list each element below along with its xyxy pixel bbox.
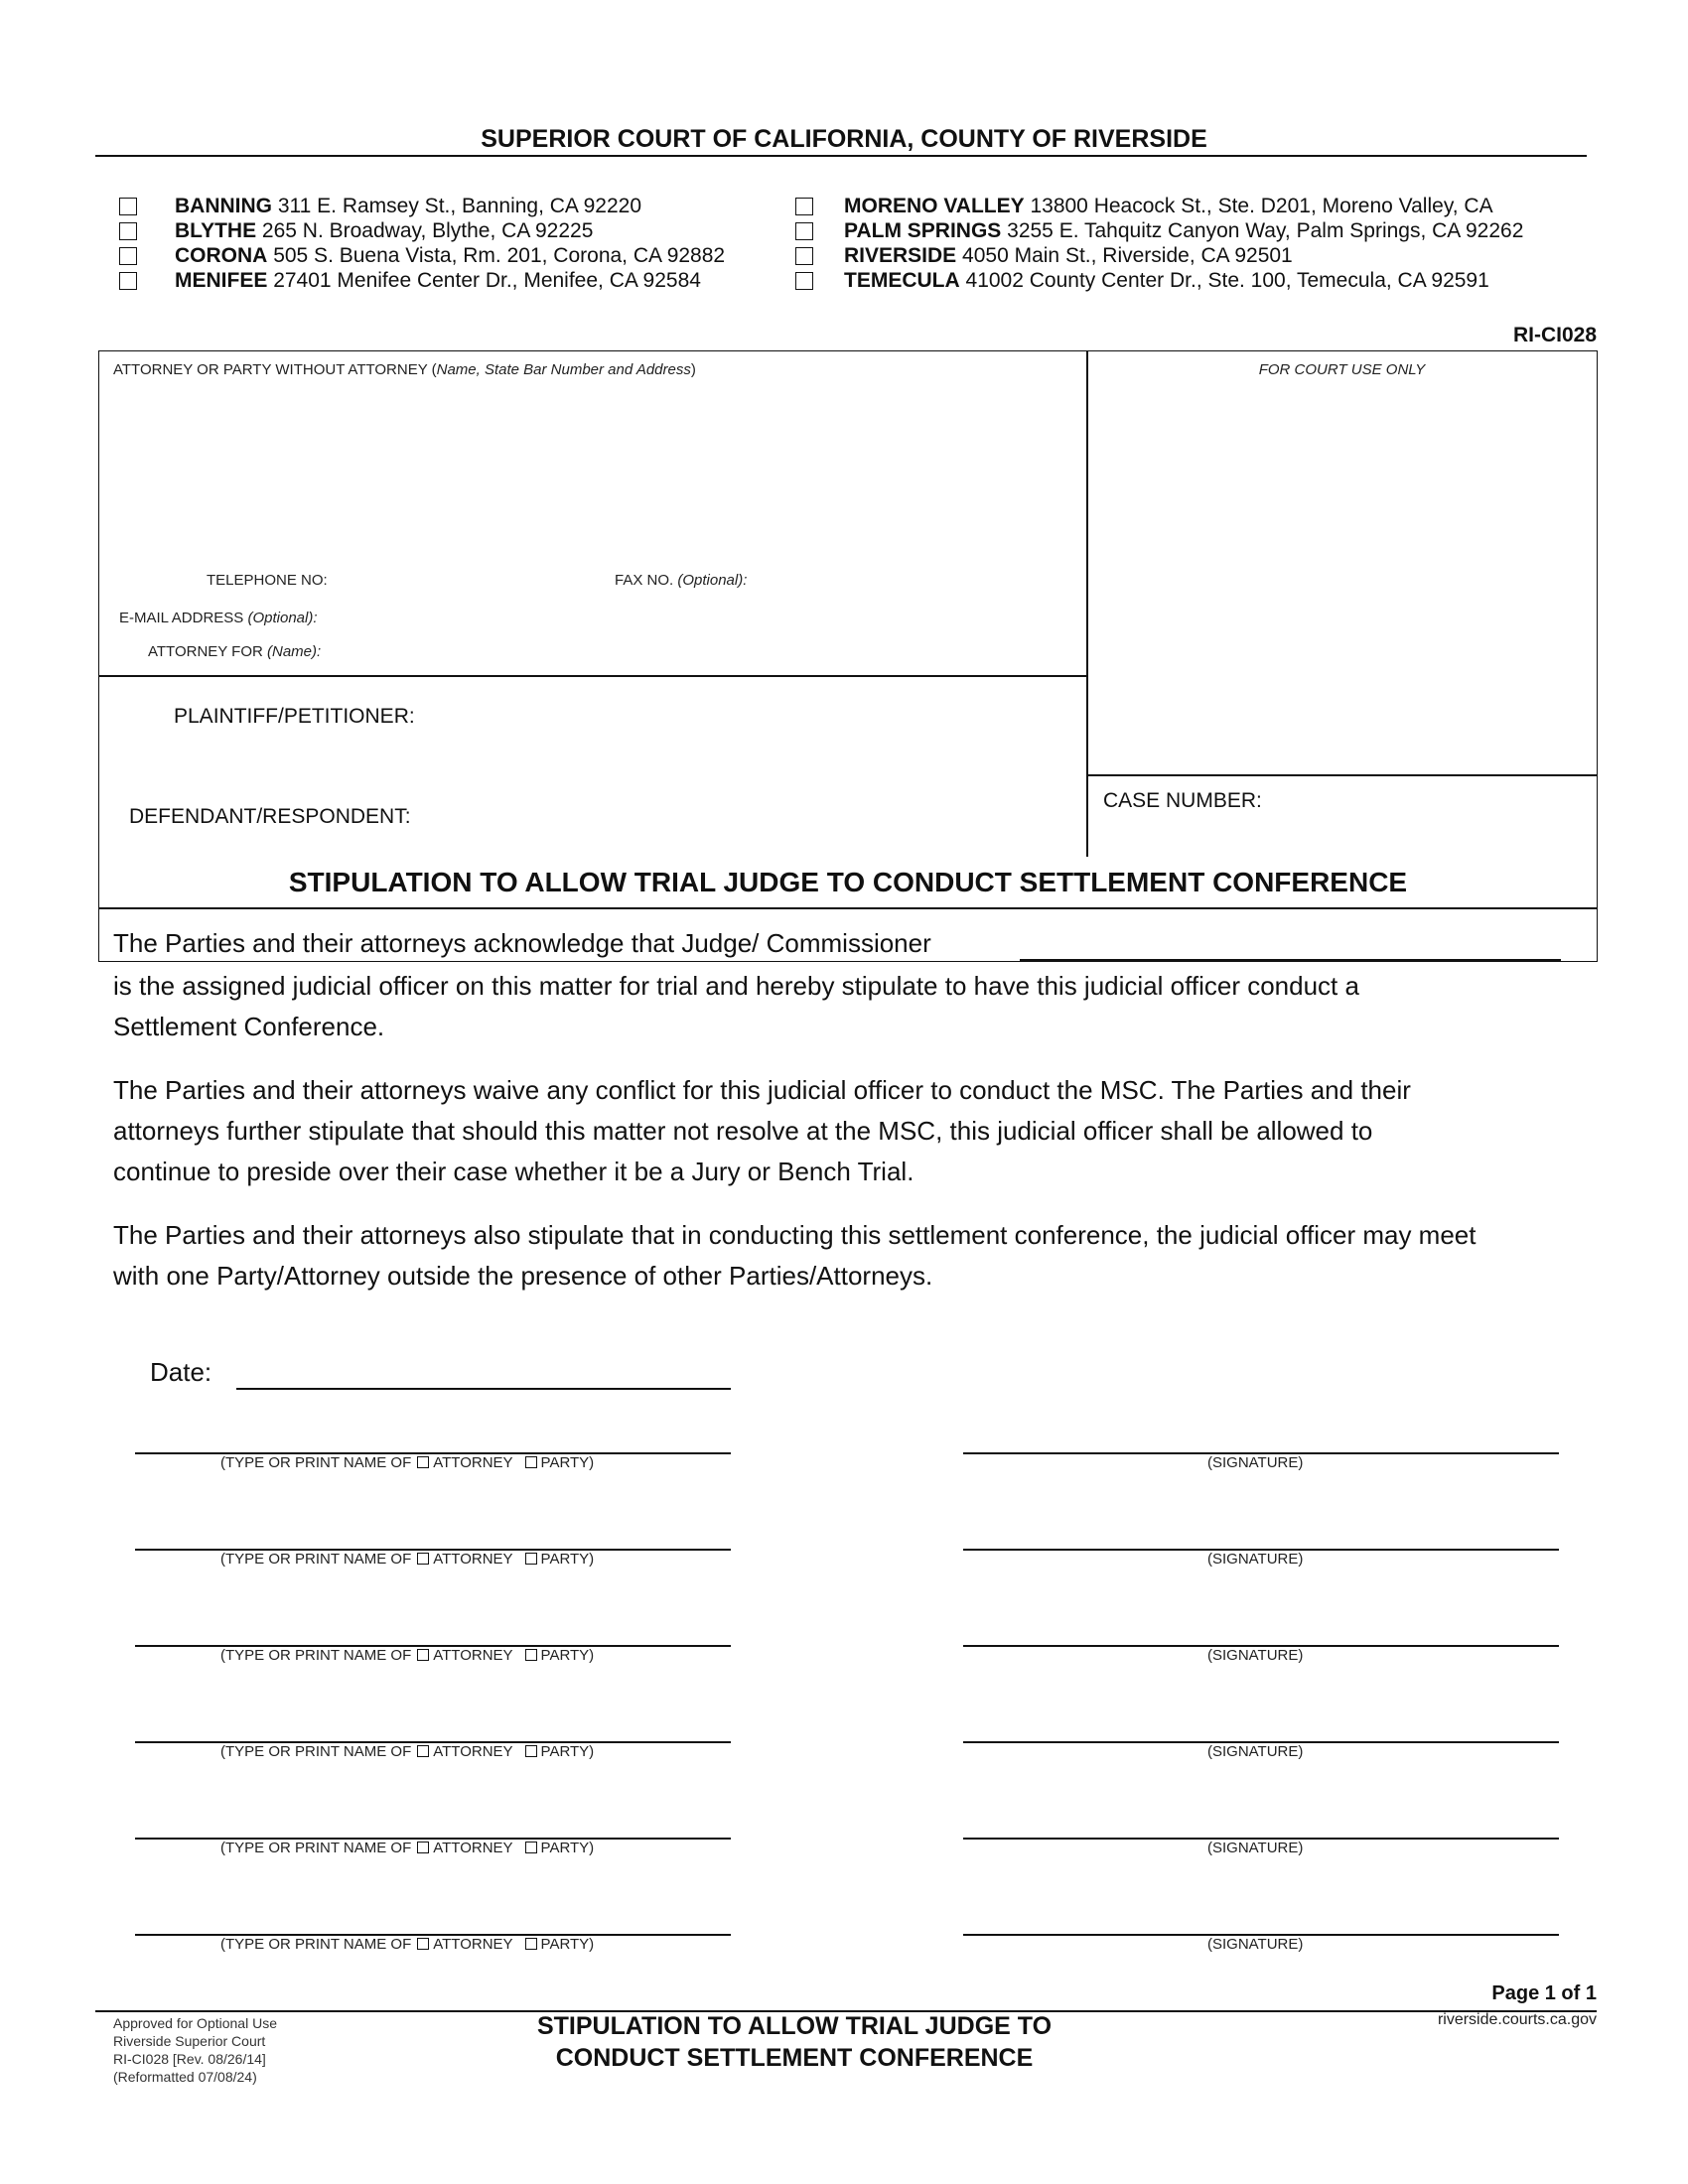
location-riverside: RIVERSIDE 4050 Main St., Riverside, CA 92501 (844, 244, 1293, 267)
paragraph-1-line-2: is the assigned judicial officer on this matter for trial and hereby stipulate to have this judicial officer conduct a (113, 971, 1359, 1001)
attorney-party-divider (98, 675, 1087, 677)
attorney-party-label: ATTORNEY OR PARTY WITHOUT ATTORNEY (Name, State Bar Number and Address) (113, 361, 696, 378)
attorney-checkbox[interactable] (417, 1938, 429, 1950)
location-menifee: MENIFEE 27401 Menifee Center Dr., Menifee, CA 92584 (175, 269, 701, 292)
name-caption: (TYPE OR PRINT NAME OF ATTORNEY PARTY) (220, 1551, 595, 1568)
location-banning: BANNING 311 E. Ramsey St., Banning, CA 92220 (175, 195, 642, 217)
checkbox-riverside[interactable] (795, 247, 813, 265)
attorney-checkbox[interactable] (417, 1553, 429, 1565)
judge-commissioner-line[interactable] (1020, 959, 1561, 961)
location-temecula: TEMECULA 41002 County Center Dr., Ste. 100, Temecula, CA 92591 (844, 269, 1489, 292)
paragraph-3-line-2: with one Party/Attorney outside the presence of other Parties/Attorneys. (113, 1261, 933, 1291)
paragraph-2-line-1: The Parties and their attorneys waive any conflict for this judicial officer to conduct the MSC. The Parties and their (113, 1075, 1411, 1105)
checkbox-corona[interactable] (119, 247, 137, 265)
signature-caption: (SIGNATURE) (1207, 1647, 1304, 1664)
paragraph-2-line-3: continue to preside over their case whether it be a Jury or Bench Trial. (113, 1157, 914, 1186)
signature-caption: (SIGNATURE) (1207, 1840, 1304, 1856)
signature-caption: (SIGNATURE) (1207, 1936, 1304, 1953)
paragraph-1-line-3: Settlement Conference. (113, 1012, 385, 1041)
checkbox-moreno-valley[interactable] (795, 198, 813, 215)
date-label: Date: (150, 1357, 212, 1387)
attorney-checkbox[interactable] (417, 1456, 429, 1468)
court-title: SUPERIOR COURT OF CALIFORNIA, COUNTY OF RIVERSIDE (481, 125, 1207, 153)
fax-field[interactable] (770, 566, 1067, 590)
approval-line: RI-CI028 [Rev. 08/26/14] (113, 2051, 266, 2067)
form-number: RI-CI028 (1512, 324, 1597, 346)
case-number-field[interactable] (1102, 819, 1579, 849)
telephone-label: TELEPHONE NO: (207, 572, 328, 589)
paragraph-1-line-1: The Parties and their attorneys acknowledge that Judge/ Commissioner (113, 928, 931, 958)
location-corona: CORONA 505 S. Buena Vista, Rm. 201, Corona, CA 92882 (175, 244, 726, 267)
name-caption: (TYPE OR PRINT NAME OF ATTORNEY PARTY) (220, 1454, 595, 1471)
case-number-label: CASE NUMBER: (1103, 789, 1262, 812)
party-checkbox[interactable] (525, 1649, 537, 1661)
location-palm-springs: PALM SPRINGS 3255 E. Tahquitz Canyon Way, Palm Springs, CA 92262 (844, 219, 1524, 242)
checkbox-blythe[interactable] (119, 222, 137, 240)
footer-title-line-2: CONDUCT SETTLEMENT CONFERENCE (555, 2044, 1034, 2072)
approval-line: (Reformatted 07/08/24) (113, 2069, 257, 2085)
signature-caption: (SIGNATURE) (1207, 1743, 1304, 1760)
form-title: STIPULATION TO ALLOW TRIAL JUDGE TO CONDUCT SETTLEMENT CONFERENCE (288, 867, 1408, 897)
defendant-field[interactable] (437, 799, 1072, 829)
name-caption: (TYPE OR PRINT NAME OF ATTORNEY PARTY) (220, 1936, 595, 1953)
attorney-checkbox[interactable] (417, 1649, 429, 1661)
court-use-label: FOR COURT USE ONLY (1258, 361, 1426, 378)
paragraph-3-line-1: The Parties and their attorneys also stipulate that in conducting this settlement conference, the judicial officer may meet (113, 1220, 1477, 1250)
email-label: E-MAIL ADDRESS (Optional): (119, 610, 318, 626)
footer-approval (113, 2014, 277, 2086)
footer-title-line-1: STIPULATION TO ALLOW TRIAL JUDGE TO (536, 2012, 1053, 2040)
attorney-for-field[interactable] (348, 637, 1062, 661)
party-checkbox[interactable] (525, 1553, 537, 1565)
plaintiff-label: PLAINTIFF/PETITIONER: (174, 705, 415, 728)
paragraph-2-line-2: attorneys further stipulate that should this matter not resolve at the MSC, this judicial officer shall be allowed to (113, 1116, 1373, 1146)
telephone-field[interactable] (348, 566, 596, 590)
page-number: Page 1 of 1 (1491, 1982, 1597, 2004)
court-use-case-divider (1086, 774, 1598, 776)
header-rule (95, 155, 1587, 157)
party-checkbox[interactable] (525, 1842, 537, 1853)
checkbox-temecula[interactable] (795, 272, 813, 290)
name-caption: (TYPE OR PRINT NAME OF ATTORNEY PARTY) (220, 1840, 595, 1856)
signature-caption: (SIGNATURE) (1207, 1551, 1304, 1568)
party-checkbox[interactable] (525, 1456, 537, 1468)
attorney-checkbox[interactable] (417, 1745, 429, 1757)
approval-line: Riverside Superior Court (113, 2033, 266, 2049)
website[interactable]: riverside.courts.ca.gov (1437, 2011, 1597, 2028)
name-caption: (TYPE OR PRINT NAME OF ATTORNEY PARTY) (220, 1743, 595, 1760)
signature-caption: (SIGNATURE) (1207, 1454, 1304, 1471)
footer-title (437, 2010, 1152, 2074)
caption-vertical-divider (1086, 350, 1088, 857)
attorney-for-label: ATTORNEY FOR (Name): (148, 643, 322, 660)
date-line[interactable] (236, 1388, 731, 1390)
location-blythe: BLYTHE 265 N. Broadway, Blythe, CA 92225 (175, 219, 594, 242)
defendant-label: DEFENDANT/RESPONDENT: (129, 805, 411, 828)
fax-label: FAX NO. (Optional): (615, 572, 748, 589)
party-checkbox[interactable] (525, 1938, 537, 1950)
checkbox-menifee[interactable] (119, 272, 137, 290)
checkbox-banning[interactable] (119, 198, 137, 215)
attorney-checkbox[interactable] (417, 1842, 429, 1853)
checkbox-palm-springs[interactable] (795, 222, 813, 240)
location-moreno-valley: MORENO VALLEY 13800 Heacock St., Ste. D201, Moreno Valley, CA (844, 195, 1493, 217)
name-caption: (TYPE OR PRINT NAME OF ATTORNEY PARTY) (220, 1647, 595, 1664)
plaintiff-field[interactable] (437, 699, 1072, 729)
party-checkbox[interactable] (525, 1745, 537, 1757)
approval-line: Approved for Optional Use (113, 2015, 277, 2031)
email-field[interactable] (348, 604, 1062, 627)
